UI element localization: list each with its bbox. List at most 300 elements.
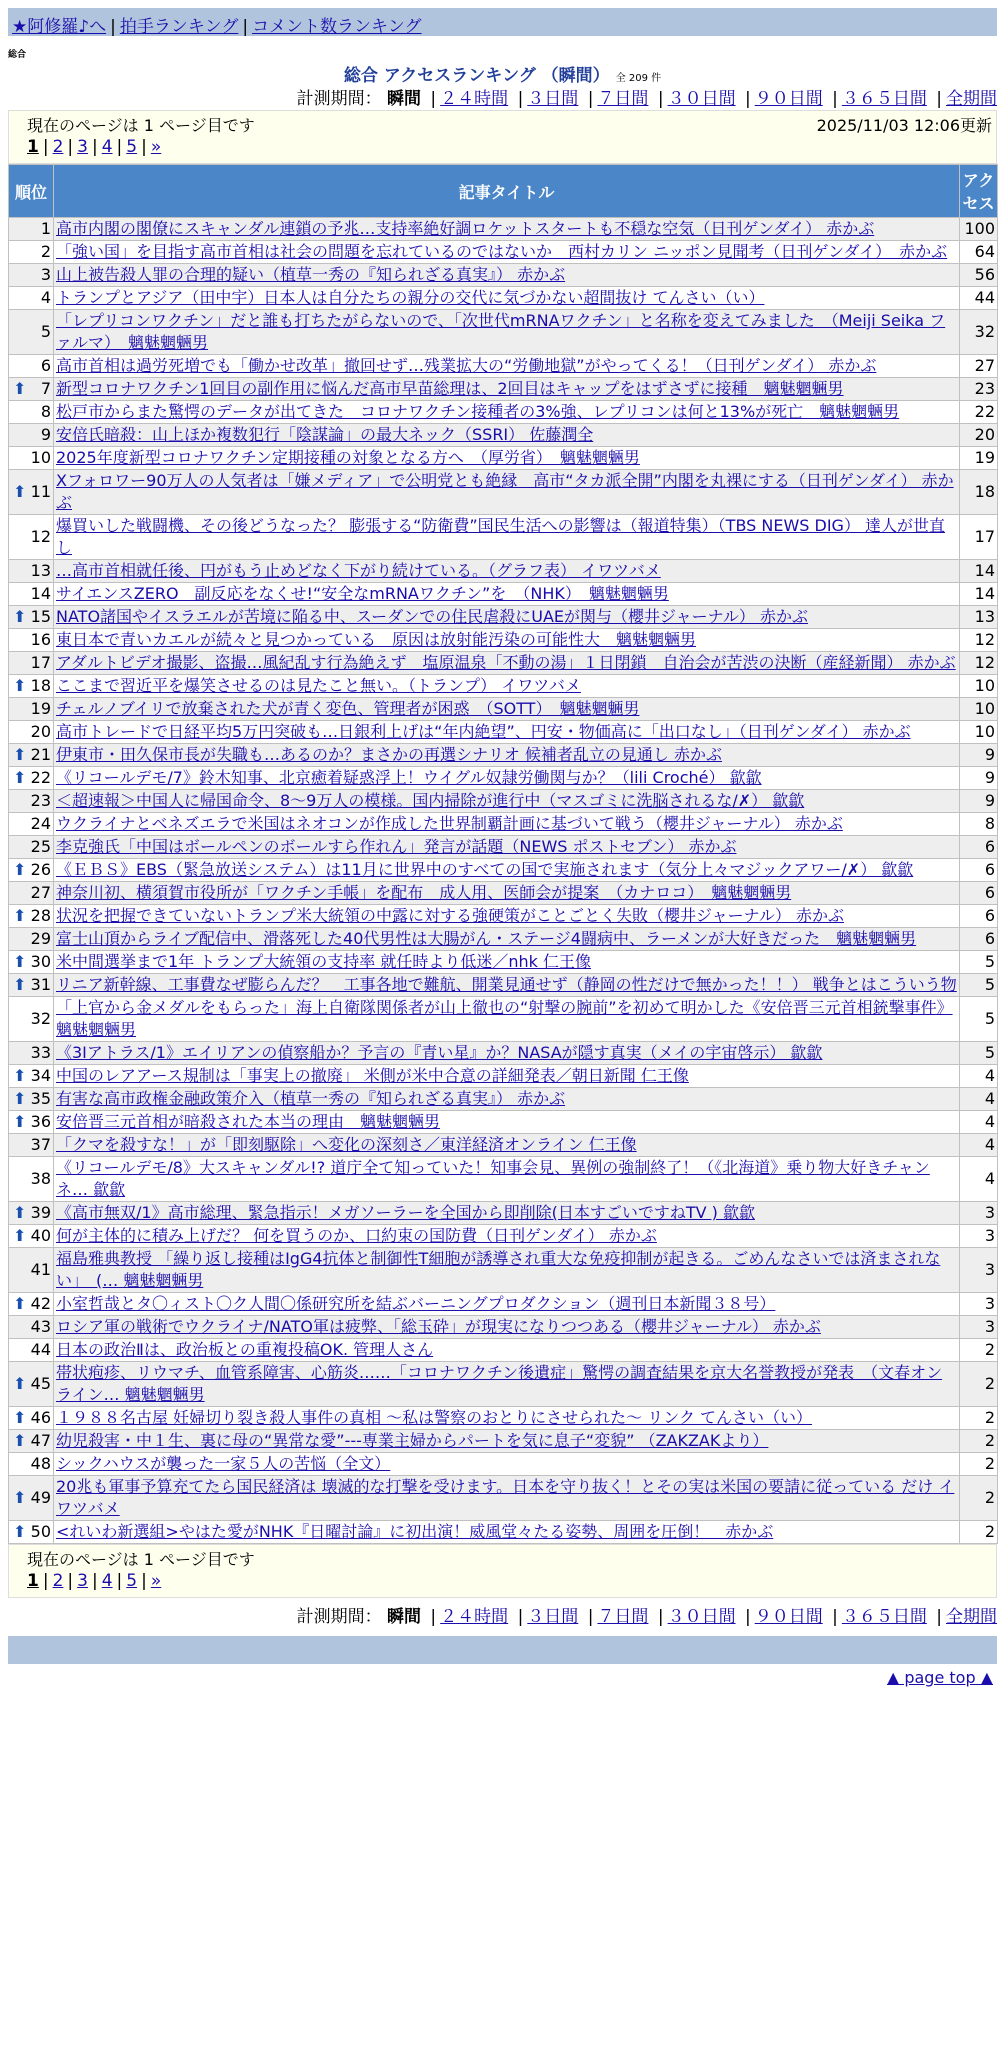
rank-cell <box>9 744 54 767</box>
access-count: 2 <box>960 1521 998 1544</box>
rank-number: 22 <box>30 768 51 787</box>
rank-cell <box>9 447 54 470</box>
ranking-body <box>9 218 998 1544</box>
rank-number: 5 <box>40 322 51 341</box>
article-title-link[interactable]: ここまで習近平を爆笑させるのは見たこと無い。（トランプ） イワツバメ <box>56 676 581 695</box>
pagination-link[interactable]: 3 <box>77 1571 88 1591</box>
rank-number: 19 <box>30 699 51 718</box>
rank-cell <box>9 652 54 675</box>
rank-cell <box>9 401 54 424</box>
article-title-link[interactable]: 20兆も軍事予算充てたら国民経済は 壊滅的な打撃を受けます。日本を守り抜く！とその実は米国の要請に従っている だけ イワツバメ <box>56 1477 955 1518</box>
article-title-link[interactable]: 東日本で青いカエルが続々と見つかっている 原因は放射能汚染の可能性大 魑魅魍魎男 <box>56 630 697 649</box>
table-row <box>9 859 998 882</box>
article-title-link[interactable]: １９８８名古屋 妊婦切り裂き殺人事件の真相 ～私は警察のおとりにさせられた～ リンク てんさい（い） <box>56 1408 813 1427</box>
table-row <box>9 606 998 629</box>
rank-cell <box>9 767 54 790</box>
top-nav-bar <box>8 8 997 36</box>
table-header-row <box>9 165 998 218</box>
rank-cell <box>9 1339 54 1362</box>
rank-cell <box>9 836 54 859</box>
title-cell <box>54 287 960 310</box>
period-link-all[interactable]: 全期間 <box>946 89 997 109</box>
rank-number: 2 <box>40 242 51 261</box>
article-title-link[interactable]: アダルトビデオ撮影、盗撮…風紀乱す行為絶えず 塩原温泉「不動の湯」１日閉鎖 自治会が苦渋の決断（産経新聞） 赤かぶ <box>56 653 956 672</box>
article-title-link[interactable]: 安倍晋三元首相が暗殺された本当の理由 魑魅魍魎男 <box>56 1112 441 1131</box>
rank-number: 16 <box>30 630 51 649</box>
article-title-link[interactable]: 中国のレアアース規制は「事実上の撤廃」 米側が米中合意の詳細発表／朝日新聞 仁王像 <box>56 1066 689 1085</box>
rank-up-arrow-icon: ⬆ <box>13 1488 27 1507</box>
rank-cell <box>9 928 54 951</box>
table-row <box>9 698 998 721</box>
rank-up-arrow-icon: ⬆ <box>13 768 27 787</box>
title-cell <box>54 1134 960 1157</box>
table-row <box>9 1225 998 1248</box>
rank-cell <box>9 515 54 560</box>
access-count: 14 <box>960 583 998 606</box>
article-title-link[interactable]: チェルノブイリで放棄された犬が青く変色、管理者が困惑 （SOTT） 魑魅魍魎男 <box>56 699 640 718</box>
table-row <box>9 401 998 424</box>
pagination-link[interactable]: 5 <box>126 137 138 157</box>
period-link-3d[interactable]: ３日間 <box>527 89 579 109</box>
rank-number: 1 <box>40 219 51 238</box>
rank-up-arrow-icon: ⬆ <box>13 607 27 626</box>
rank-cell <box>9 882 54 905</box>
article-title-link[interactable]: 富士山頂からライブ配信中、滑落死した40代男性は大腸がん・ステージ4闘病中、ラーメンが大好きだった 魑魅魍魎男 <box>56 929 917 948</box>
title-cell <box>54 836 960 859</box>
rank-cell <box>9 675 54 698</box>
access-count: 6 <box>960 859 998 882</box>
rank-number: 37 <box>30 1135 51 1154</box>
access-count: 2 <box>960 1476 998 1521</box>
pagination-top: 1 | 2 | 3 | 4 | 5 | » <box>27 137 162 157</box>
article-title-link[interactable]: <れいわ新選組>やはた愛がNHK『日曜討論』に初出演！威風堂々たる姿勢、周囲を圧倒！ 赤かぶ <box>56 1522 774 1541</box>
title-cell <box>54 813 960 836</box>
access-count: 17 <box>960 515 998 560</box>
page-top-link[interactable]: ▲ page top ▲ <box>886 1668 993 1687</box>
page-title-text: 総合 アクセスランキング （瞬間） <box>343 66 610 86</box>
access-count: 32 <box>960 310 998 355</box>
pagination-link[interactable]: 5 <box>126 1571 138 1591</box>
rank-number: 28 <box>30 906 51 925</box>
page-title <box>0 61 1005 86</box>
article-title-link[interactable]: ロシア軍の戦術でウクライナ/NATO軍は疲弊、「総玉砕」が現実になりつつある（櫻井ジャーナル） 赤かぶ <box>56 1317 821 1336</box>
article-title-link[interactable]: ＜超速報＞中国人に帰国命令、8～9万人の模様。国内掃除が進行中（マスゴミに洗脳されるな/✗） 歙歙 <box>56 791 805 810</box>
rank-cell <box>9 951 54 974</box>
table-row <box>9 928 998 951</box>
nav-link-clap-ranking[interactable]: 拍手ランキング <box>119 17 239 37</box>
title-cell <box>54 1202 960 1225</box>
article-title-link[interactable]: リニア新幹線、工事費なぜ膨らんだ？ 工事各地で難航、開業見通せず（静岡の性だけで無かった！！） 戦争とはこういう物 <box>56 975 957 994</box>
table-row <box>9 1065 998 1088</box>
rank-up-arrow-icon: ⬆ <box>13 1522 27 1541</box>
access-count: 9 <box>960 767 998 790</box>
rank-cell <box>9 1225 54 1248</box>
rank-number: 23 <box>30 791 51 810</box>
rank-number: 30 <box>30 952 51 971</box>
article-title-link[interactable]: 状況を把握できていないトランプ米大統領の中露に対する強硬策がことごとく失敗（櫻井ジャーナル） 赤かぶ <box>56 906 844 925</box>
rank-cell <box>9 378 54 401</box>
page-info-top <box>8 110 997 164</box>
article-title-link[interactable]: 福島雅典教授 「繰り返し接種はIgG4抗体と制御性T細胞が誘導され重大な免疫抑制が起きる。ごめんなさいでは済まされない」 (… 魑魅魍魎男 <box>56 1249 941 1290</box>
table-row <box>9 1293 998 1316</box>
nav-link-comment-ranking[interactable]: コメント数ランキング <box>252 17 422 37</box>
title-cell <box>54 241 960 264</box>
rank-up-arrow-icon: ⬆ <box>13 379 27 398</box>
pagination-link[interactable]: 4 <box>101 137 113 157</box>
top-nav-links: ★阿修羅♪へ | 拍手ランキング | コメント数ランキング <box>12 17 422 37</box>
title-cell <box>54 698 960 721</box>
title-cell <box>54 218 960 241</box>
access-count: 6 <box>960 836 998 859</box>
rank-up-arrow-icon: ⬆ <box>13 1112 27 1131</box>
table-row <box>9 675 998 698</box>
rank-cell <box>9 218 54 241</box>
article-title-link[interactable]: 《3Iアトラス/1》エイリアンの偵察船か？予言の『青い星』か？NASAが隠す真実（メイの宇宙啓示） 歙歙 <box>56 1043 823 1062</box>
table-row <box>9 470 998 515</box>
rank-number: 18 <box>30 676 51 695</box>
rank-number: 26 <box>30 860 51 879</box>
article-title-link[interactable]: 日本の政治Ⅱは、政治板との重複投稿OK. 管理人さん <box>56 1340 434 1359</box>
article-title-link[interactable]: 高市トレードで日経平均5万円突破も…日銀利上げは“年内絶望”、円安・物価高に「出口なし」（日刊ゲンダイ） 赤かぶ <box>56 722 911 741</box>
rank-number: 34 <box>30 1066 51 1085</box>
title-cell <box>54 928 960 951</box>
title-cell <box>54 1042 960 1065</box>
rank-cell <box>9 1430 54 1453</box>
access-count: 10 <box>960 698 998 721</box>
article-title-link[interactable]: 高市内閣の閣僚にスキャンダル連鎖の予兆…支持率絶好調ロケットスタートも不穏な空気（日刊ゲンダイ） 赤かぶ <box>56 219 875 238</box>
article-title-link[interactable]: 山上被告殺人罪の合理的疑い（植草一秀の『知られざる真実』） 赤かぶ <box>56 265 566 284</box>
title-cell <box>54 447 960 470</box>
table-row <box>9 1339 998 1362</box>
article-title-link[interactable]: サイエンスZERO 副反応をなくせ!“安全なmRNAワクチン”を （NHK） 魑魅魍魎男 <box>56 584 669 603</box>
rank-up-arrow-icon: ⬆ <box>13 952 27 971</box>
rank-up-arrow-icon: ⬆ <box>13 906 27 925</box>
table-row <box>9 218 998 241</box>
article-title-link[interactable]: 伊東市・田久保市長が失職も…あるのか？まさかの再選シナリオ 候補者乱立の見通し 赤かぶ <box>56 745 723 764</box>
access-count: 23 <box>960 378 998 401</box>
access-count: 8 <box>960 813 998 836</box>
title-cell <box>54 264 960 287</box>
period-link-365d[interactable]: ３６５日間 <box>841 1607 927 1627</box>
table-row <box>9 1476 998 1521</box>
article-title-link[interactable]: 帯状疱疹、リウマチ、血管系障害、心筋炎……「コロナワクチン後遺症」驚愕の調査結果を京大名誉教授が発表 （文春オンライン… 魑魅魍魎男 <box>56 1363 943 1404</box>
article-title-link[interactable]: 神奈川初、横須賀市役所が「ワクチン手帳」を配布 成人用、医師会が提案 （カナロコ） 魑魅魍魎男 <box>56 883 792 902</box>
rank-number: 41 <box>30 1260 51 1279</box>
article-title-link[interactable]: 《リコールデモ/8》大スキャンダル!? 道庁全て知っていた！知事会見、異例の強制終了！（《北海道》乗り物大好きチャンネ… 歙歙 <box>56 1158 930 1199</box>
rank-number: 11 <box>30 482 51 501</box>
pagination-link[interactable]: 2 <box>52 1571 64 1591</box>
article-title-link[interactable]: 2025年度新型コロナワクチン定期接種の対象となる方へ （厚労省） 魑魅魍魎男 <box>56 448 640 467</box>
rank-number: 6 <box>40 356 51 375</box>
rank-number: 17 <box>30 653 51 672</box>
rank-number: 50 <box>30 1522 51 1541</box>
title-cell <box>54 882 960 905</box>
rank-cell <box>9 1521 54 1544</box>
rank-number: 4 <box>40 288 51 307</box>
access-count: 6 <box>960 905 998 928</box>
title-cell <box>54 606 960 629</box>
table-row <box>9 515 998 560</box>
article-title-link[interactable]: 有害な高市政権金融政策介入（植草一秀の『知られざる真実』） 赤かぶ <box>56 1089 566 1108</box>
title-cell <box>54 583 960 606</box>
article-title-link[interactable]: 《ＥＢＳ》EBS（緊急放送システム）は11月に世界中のすべての国で実施されます（気分上々マジックアワー/✗） 歙歙 <box>56 860 914 879</box>
rank-cell <box>9 310 54 355</box>
rank-cell <box>9 1407 54 1430</box>
period-label: 計測期間： <box>296 1607 382 1627</box>
table-row <box>9 583 998 606</box>
article-title-link[interactable]: ウクライナとベネズエラで米国はネオコンが作成した世界制覇計画に基づいて戦う（櫻井ジャーナル） 赤かぶ <box>56 814 843 833</box>
period-link-30d[interactable]: ３０日間 <box>667 1607 736 1627</box>
rank-cell <box>9 470 54 515</box>
rank-number: 38 <box>30 1169 51 1188</box>
rank-number: 36 <box>30 1112 51 1131</box>
article-title-link[interactable]: 「上官から金メダルをもらった」海上自衛隊関係者が山上徹也の“射撃の腕前”を初めて明かした《安倍晋三元首相銃撃事件》 魑魅魍魎男 <box>56 998 953 1039</box>
rank-up-arrow-icon: ⬆ <box>13 1294 27 1313</box>
rank-number: 45 <box>30 1374 51 1393</box>
table-row <box>9 310 998 355</box>
title-cell <box>54 1065 960 1088</box>
rank-cell <box>9 287 54 310</box>
bottom-bar <box>8 1636 997 1664</box>
rank-cell <box>9 629 54 652</box>
access-count: 100 <box>960 218 998 241</box>
rank-up-arrow-icon: ⬆ <box>13 1408 27 1427</box>
rank-number: 40 <box>30 1226 51 1245</box>
title-cell <box>54 1339 960 1362</box>
article-title-link[interactable]: …高市首相就任後、円がもう止めどなく下がり続けている。（グラフ表） イワツバメ <box>56 561 661 580</box>
access-count: 4 <box>960 1157 998 1202</box>
title-cell <box>54 378 960 401</box>
title-cell <box>54 355 960 378</box>
title-cell <box>54 1453 960 1476</box>
article-title-link[interactable]: 爆買いした戦闘機、その後どうなった？ 膨張する“防衛費”国民生活への影響は（報道特集）（TBS NEWS DIG） 達人が世直し <box>56 516 946 557</box>
pagination-bottom: 1 | 2 | 3 | 4 | 5 | » <box>27 1571 162 1591</box>
table-row <box>9 1362 998 1407</box>
rank-up-arrow-icon: ⬆ <box>13 482 27 501</box>
rank-number: 24 <box>30 814 51 833</box>
rank-cell <box>9 1111 54 1134</box>
table-row <box>9 1111 998 1134</box>
rank-up-arrow-icon: ⬆ <box>13 860 27 879</box>
rank-up-arrow-icon: ⬆ <box>13 1089 27 1108</box>
rank-number: 10 <box>30 448 51 467</box>
access-count: 4 <box>960 1065 998 1088</box>
rank-up-arrow-icon: ⬆ <box>13 745 27 764</box>
article-title-link[interactable]: 幼児殺害・中１生、裏に母の“異常な愛”---専業主婦からパートを気に息子“変貌” （ZAKZAKより） <box>56 1431 769 1450</box>
table-row <box>9 951 998 974</box>
title-cell <box>54 424 960 447</box>
rank-cell <box>9 560 54 583</box>
rank-up-arrow-icon: ⬆ <box>13 1374 27 1393</box>
title-cell <box>54 1521 960 1544</box>
title-cell <box>54 951 960 974</box>
table-row <box>9 629 998 652</box>
article-title-link[interactable]: 「強い国」を目指す高市首相は社会の問題を忘れているのではないか 西村カリン ニッポン見聞考（日刊ゲンダイ） 赤かぶ <box>56 242 948 261</box>
table-row <box>9 744 998 767</box>
table-row <box>9 790 998 813</box>
rank-number: 49 <box>30 1488 51 1507</box>
nav-link-asyura[interactable]: ★阿修羅♪へ <box>12 17 107 37</box>
access-count: 5 <box>960 974 998 997</box>
title-cell <box>54 675 960 698</box>
period-link-7d[interactable]: ７日間 <box>597 89 649 109</box>
rank-number: 21 <box>30 745 51 764</box>
article-title-link[interactable]: 《高市無双/1》高市総理、緊急指示！メガソーラーを全国から即削除(日本すごいですねTV ) 歙歙 <box>56 1203 755 1222</box>
rank-cell <box>9 721 54 744</box>
article-title-link[interactable]: 何が主体的に積み上げだ？ 何を買うのか、口約束の国防費（日刊ゲンダイ） 赤かぶ <box>56 1226 657 1245</box>
article-title-link[interactable]: 「レプリコンワクチン」だと誰も打ちたがらないので、「次世代mRNAワクチン」と名称を変えてみました （Meiji Seika ファルマ） 魑魅魍魎男 <box>56 311 946 352</box>
access-count: 4 <box>960 1111 998 1134</box>
period-link-all[interactable]: 全期間 <box>946 1607 997 1627</box>
rank-cell <box>9 1042 54 1065</box>
rank-up-arrow-icon: ⬆ <box>13 676 27 695</box>
title-cell <box>54 1248 960 1293</box>
rank-cell <box>9 241 54 264</box>
rank-cell <box>9 813 54 836</box>
table-row <box>9 997 998 1042</box>
article-title-link[interactable]: 新型コロナワクチン1回目の副作用に悩んだ高市早苗総理は、2回目はキャップをはずさずに接種 魑魅魍魎男 <box>56 379 844 398</box>
title-cell <box>54 652 960 675</box>
title-cell <box>54 1157 960 1202</box>
access-count: 27 <box>960 355 998 378</box>
period-link-30d[interactable]: ３０日間 <box>667 89 736 109</box>
period-link-90d[interactable]: ９０日間 <box>754 89 823 109</box>
access-count: 2 <box>960 1339 998 1362</box>
title-cell <box>54 744 960 767</box>
pagination-next[interactable]: » <box>150 137 162 157</box>
rank-up-arrow-icon: ⬆ <box>13 975 27 994</box>
period-link-90d[interactable]: ９０日間 <box>754 1607 823 1627</box>
table-row <box>9 1521 998 1544</box>
pagination-link[interactable]: 2 <box>52 137 64 157</box>
rank-cell <box>9 1362 54 1407</box>
rank-number: 48 <box>30 1454 51 1473</box>
rank-cell <box>9 1316 54 1339</box>
header-title: 記事タイトル <box>54 165 960 218</box>
pagination-link[interactable]: 4 <box>101 1571 113 1591</box>
access-count: 12 <box>960 629 998 652</box>
pagination-link[interactable]: 3 <box>77 137 88 157</box>
table-row <box>9 1453 998 1476</box>
title-cell <box>54 790 960 813</box>
rank-up-arrow-icon: ⬆ <box>13 1066 27 1085</box>
article-title-link[interactable]: 李克強氏「中国はボールペンのボールすら作れん」発言が話題（NEWS ポストセブン） 赤かぶ <box>56 837 737 856</box>
article-title-link[interactable]: 米中間選挙まで1年 トランプ大統領の支持率 就任時より低迷／nhk 仁王像 <box>56 952 591 971</box>
title-cell <box>54 1476 960 1521</box>
period-link-24h[interactable]: ２４時間 <box>440 89 509 109</box>
period-link-3d[interactable]: ３日間 <box>527 1607 579 1627</box>
article-title-link[interactable]: 高市首相は過労死増でも「働かせ改革」撤回せず…残業拡大の“労働地獄”がやってくる！（日刊ゲンダイ） 赤かぶ <box>56 356 877 375</box>
table-row <box>9 1407 998 1430</box>
access-count: 14 <box>960 560 998 583</box>
rank-cell <box>9 355 54 378</box>
title-cell <box>54 1088 960 1111</box>
page-info-bottom <box>8 1544 997 1598</box>
access-count: 9 <box>960 790 998 813</box>
title-cell <box>54 1316 960 1339</box>
rank-number: 46 <box>30 1408 51 1427</box>
article-title-link[interactable]: トランプとアジア（田中宇）日本人は自分たちの親分の交代に気づかない超間抜け てんさい（い） <box>56 288 765 307</box>
pagination-next[interactable]: » <box>150 1571 162 1591</box>
rank-cell <box>9 424 54 447</box>
period-link-365d[interactable]: ３６５日間 <box>841 89 927 109</box>
article-title-link[interactable]: 松戸市からまた驚愕のデータが出てきた コロナワクチン接種者の3%強、レプリコンは何と13%が死亡 魑魅魍魎男 <box>56 402 900 421</box>
rank-number: 15 <box>30 607 51 626</box>
access-count: 3 <box>960 1225 998 1248</box>
rank-cell <box>9 1293 54 1316</box>
title-cell <box>54 767 960 790</box>
title-cell <box>54 515 960 560</box>
title-cell <box>54 1225 960 1248</box>
rank-number: 31 <box>30 975 51 994</box>
pagination-current: 1 <box>27 1571 39 1591</box>
table-row <box>9 355 998 378</box>
rank-cell <box>9 974 54 997</box>
rank-number: 44 <box>30 1340 51 1359</box>
rank-cell <box>9 583 54 606</box>
period-selector-top: 計測期間： 瞬間 | ２４時間 | ３日間 | ７日間 | ３０日間 | ９０日間 | ３６５日間 | 全期間 <box>296 89 997 109</box>
header-rank: 順位 <box>9 165 54 218</box>
access-count: 10 <box>960 675 998 698</box>
table-row <box>9 813 998 836</box>
rank-cell <box>9 1248 54 1293</box>
table-row <box>9 287 998 310</box>
period-selector-bottom: 計測期間： 瞬間 | ２４時間 | ３日間 | ７日間 | ３０日間 | ９０日間 | ３６５日間 | 全期間 <box>296 1607 997 1627</box>
access-count: 19 <box>960 447 998 470</box>
article-title-link[interactable]: NATO諸国やイスラエルが苦境に陥る中、スーダンでの住民虐殺にUAEが関与（櫻井ジャーナル） 赤かぶ <box>56 607 808 626</box>
rank-number: 12 <box>30 527 51 546</box>
access-count: 12 <box>960 652 998 675</box>
period-link-7d[interactable]: ７日間 <box>597 1607 649 1627</box>
article-title-link[interactable]: Xフォロワー90万人の人気者は「嫌メディア」で公明党とも絶縁 高市“タカ派全開”内閣を丸裸にする（日刊ゲンダイ） 赤かぶ <box>56 471 954 512</box>
article-title-link[interactable]: シックハウスが襲った一家５人の苦悩（全文） <box>56 1454 391 1473</box>
table-row <box>9 1157 998 1202</box>
period-link-24h[interactable]: ２４時間 <box>440 1607 509 1627</box>
title-cell <box>54 1430 960 1453</box>
rank-number: 20 <box>30 722 51 741</box>
access-count: 22 <box>960 401 998 424</box>
table-row <box>9 1088 998 1111</box>
table-row <box>9 264 998 287</box>
article-title-link[interactable]: 「クマを殺すな！」が「即刻駆除」へ変化の深刻さ／東洋経済オンライン 仁王像 <box>56 1135 637 1154</box>
title-cell <box>54 721 960 744</box>
category-label: 総合 <box>8 50 27 60</box>
rank-cell <box>9 1453 54 1476</box>
rank-number: 3 <box>40 265 51 284</box>
ranking-table <box>8 164 998 1544</box>
rank-number: 35 <box>30 1089 51 1108</box>
access-count: 5 <box>960 951 998 974</box>
access-count: 64 <box>960 241 998 264</box>
table-row <box>9 560 998 583</box>
article-title-link[interactable]: 安倍氏暗殺：山上ほか複数犯行「陰謀論」の最大ネック（SSRI） 佐藤潤全 <box>56 425 594 444</box>
total-count: 全 209 件 <box>615 73 662 84</box>
rank-number: 9 <box>40 425 51 444</box>
rank-number: 42 <box>30 1294 51 1313</box>
rank-up-arrow-icon: ⬆ <box>13 1226 27 1245</box>
access-count: 2 <box>960 1407 998 1430</box>
article-title-link[interactable]: 小室哲哉とタ〇ィスト〇ク人間〇係研究所を結ぶバーニングプロダクション（週刊日本新聞３８号） <box>56 1294 776 1313</box>
table-row <box>9 882 998 905</box>
table-row <box>9 836 998 859</box>
article-title-link[interactable]: 《リコールデモ/7》鈴木知事、北京癒着疑惑浮上！ウイグル奴隷労働関与か？（lili Croché） 歙歙 <box>56 768 762 787</box>
access-count: 44 <box>960 287 998 310</box>
table-row <box>9 447 998 470</box>
rank-cell <box>9 1088 54 1111</box>
rank-number: 13 <box>30 561 51 580</box>
rank-up-arrow-icon: ⬆ <box>13 1431 27 1450</box>
access-count: 4 <box>960 1134 998 1157</box>
